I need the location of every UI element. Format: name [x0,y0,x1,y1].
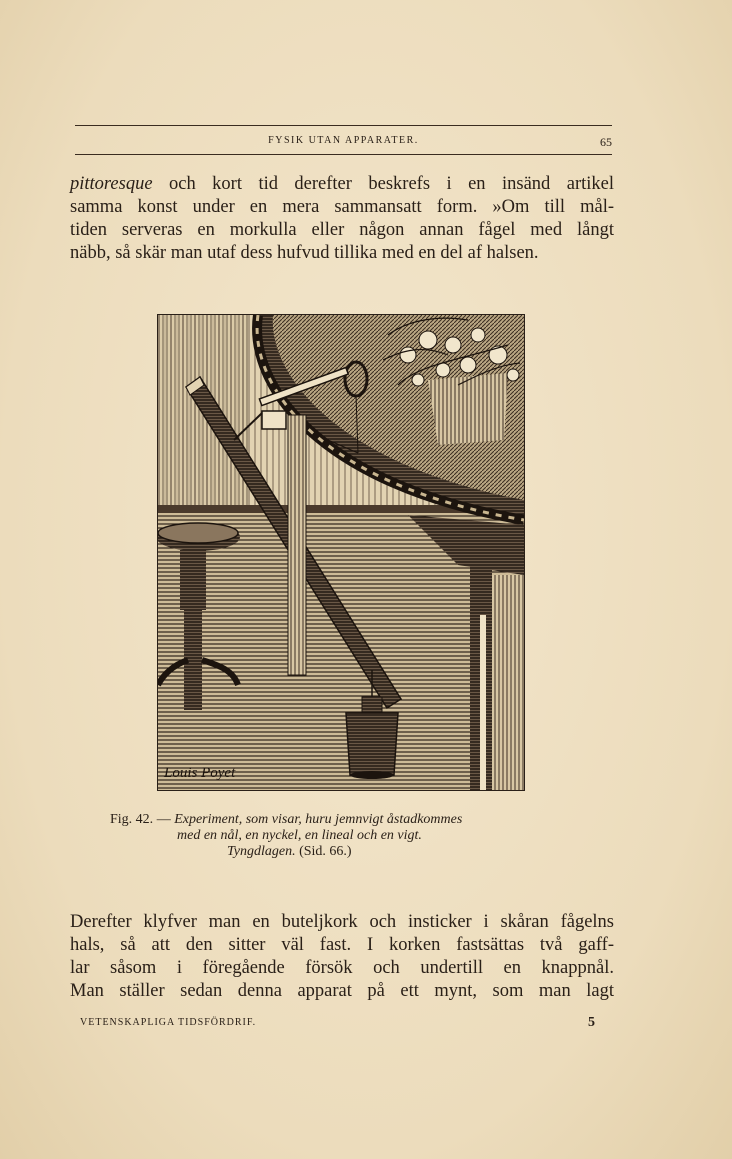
text-line: hals, så att den sitter väl fast. I korken fastsättas två gaff- [70,935,614,955]
italic-word: pittoresque [70,174,153,194]
header-rule-top [75,125,612,126]
text-line: lar såsom i föregående försök och undertill en knappnål. [70,958,614,978]
footer-book-title: VETENSKAPLIGA TIDSFÖRDRIF. [80,1017,257,1028]
running-head [75,135,612,151]
text-line: pittoresque och kort tid derefter beskrefs i en insänd artikel [70,174,614,194]
engraving-figure [157,314,525,791]
text-line: Derefter klyfver man en buteljkork och insticker i skåran fågelns [70,912,614,932]
paragraph-2 [70,911,614,1003]
header-rule-bottom [75,154,612,155]
caption-line: med en nål, en nyckel, en lineal och en vigt. [177,828,422,843]
caption-line: Tyngdlagen. (Sid. 66.) [227,844,352,859]
text-line: Man ställer sedan denna apparat på ett mynt, som man lagt [70,981,614,1001]
engraving-illustration [158,315,524,790]
page-footer [80,1017,595,1033]
text-line: tiden serveras en morkulla eller någon annan fågel med långt [70,220,614,240]
running-title: FYSIK UTAN APPARATER. [268,135,419,146]
paragraph-1 [70,173,614,265]
figure-caption [110,812,580,860]
text-line: näbb, så skär man utaf dess hufvud tillika med en del af halsen. [70,243,539,263]
signature-mark: 5 [588,1015,595,1030]
figure-label: Fig. 42. [110,812,154,827]
page-number: 65 [600,135,612,149]
artist-signature: Louis Poyet [164,765,236,781]
text-line: samma konst under en mera sammansatt form. »Om till mål- [70,197,614,217]
caption-line: Fig. 42. — Experiment, som visar, huru jemnvigt åstadkommes [110,812,463,827]
